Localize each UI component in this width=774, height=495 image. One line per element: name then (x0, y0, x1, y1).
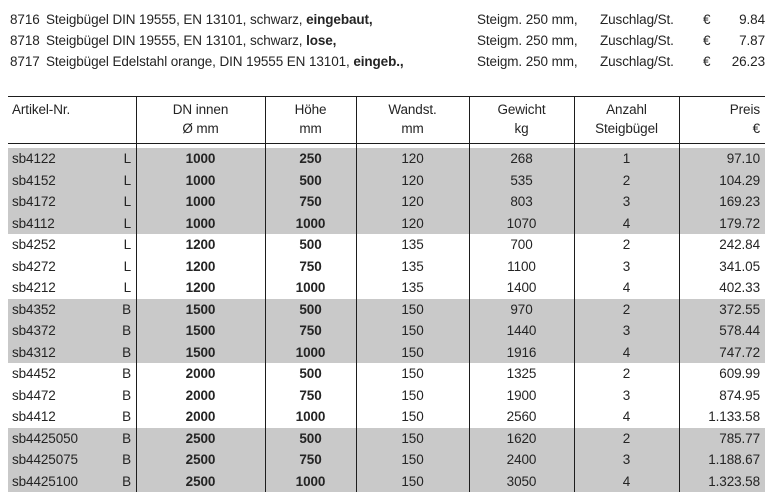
intro-price-value: 9.84 (739, 12, 765, 27)
wandst-value: 120 (401, 194, 424, 210)
gewicht-value: 2560 (506, 409, 537, 425)
gewicht-value: 1440 (506, 323, 537, 339)
dn-innen-value: 1500 (185, 301, 216, 317)
table-row (8, 320, 765, 342)
dn-innen-value: 2500 (185, 452, 216, 468)
preis-value: 402.33 (719, 280, 760, 296)
hoehe-value: 1000 (295, 280, 326, 296)
anzahl-value: 2 (622, 366, 631, 382)
dn-innen-value: 2000 (185, 366, 216, 382)
article-number: sb4272 (12, 258, 56, 274)
intro-zuschlag: Zuschlag/St. (600, 54, 674, 69)
article-cell (8, 194, 136, 209)
gewicht-value: 535 (510, 172, 533, 188)
type-letter: B (122, 366, 131, 382)
column-header-wandst: Wandst. mm (388, 102, 437, 136)
column-header-gewicht: Gewicht kg (497, 102, 546, 136)
article-number: sb4352 (12, 301, 56, 317)
hoehe-value: 500 (299, 172, 322, 188)
type-letter: L (123, 280, 131, 296)
anzahl-value: 3 (622, 323, 631, 339)
gewicht-value: 2400 (506, 452, 537, 468)
gewicht-value: 1400 (506, 280, 537, 296)
dn-innen-value: 1000 (185, 172, 216, 188)
preis-value: 747.72 (719, 344, 760, 360)
table-row (8, 213, 765, 235)
wandst-value: 150 (401, 366, 424, 382)
hoehe-value: 750 (299, 194, 322, 210)
article-cell (8, 259, 136, 274)
intro-zuschlag: Zuschlag/St. (600, 12, 674, 27)
article-number: sb4112 (12, 215, 55, 231)
anzahl-value: 3 (622, 387, 631, 403)
dn-innen-value: 1000 (185, 194, 216, 210)
column-divider (265, 96, 266, 492)
hoehe-value: 750 (299, 323, 322, 339)
article-cell (8, 388, 136, 403)
hoehe-value: 1000 (295, 473, 326, 489)
intro-description-bold: eingebaut, (306, 12, 373, 27)
anzahl-value: 2 (622, 301, 631, 317)
hoehe-value: 250 (299, 151, 322, 167)
preis-value: 97.10 (726, 151, 760, 167)
wandst-value: 120 (401, 172, 424, 188)
wandst-value: 135 (401, 237, 424, 253)
preis-value: 874.95 (719, 387, 760, 403)
intro-description: Steigbügel Edelstahl orange, DIN 19555 EN 13101, eingeb., (46, 54, 404, 69)
anzahl-value: 4 (622, 280, 631, 296)
gewicht-value: 970 (510, 301, 533, 317)
table-row (8, 277, 765, 299)
article-number: sb4212 (12, 280, 56, 296)
intro-description: Steigbügel DIN 19555, EN 13101, schwarz, lose, (46, 33, 337, 48)
table-row (8, 191, 765, 213)
gewicht-value: 268 (510, 151, 533, 167)
table-row (8, 363, 765, 385)
anzahl-value: 3 (622, 194, 631, 210)
column-header-dn-innen: DN innen Ø mm (172, 102, 229, 136)
article-number: sb4172 (12, 194, 56, 210)
currency-symbol: € (703, 33, 711, 48)
column-header-artikel: Artikel-Nr. (12, 102, 71, 117)
table-row (8, 385, 765, 407)
anzahl-value: 3 (622, 452, 631, 468)
preis-value: 1.323.58 (708, 473, 760, 489)
preis-value: 609.99 (719, 366, 760, 382)
type-letter: B (122, 430, 131, 446)
hoehe-value: 500 (299, 237, 322, 253)
type-letter: L (123, 172, 131, 188)
hoehe-value: 750 (299, 452, 322, 468)
dn-innen-value: 2500 (185, 473, 216, 489)
type-letter: B (122, 387, 131, 403)
type-letter: B (122, 301, 131, 317)
intro-steigm: Steigm. 250 mm, (477, 33, 578, 48)
table-row (8, 256, 765, 278)
article-cell (8, 151, 136, 166)
article-number: sb4425100 (12, 473, 78, 489)
dn-innen-value: 2000 (185, 409, 216, 425)
column-divider (574, 96, 575, 492)
intro-description-bold: lose, (306, 33, 337, 48)
preis-value: 785.77 (719, 430, 760, 446)
anzahl-value: 2 (622, 430, 631, 446)
anzahl-value: 4 (622, 473, 631, 489)
article-number: sb4452 (12, 366, 56, 382)
gewicht-value: 3050 (506, 473, 537, 489)
type-letter: L (123, 194, 131, 210)
dn-innen-value: 1500 (185, 344, 216, 360)
type-letter: B (122, 323, 131, 339)
price-table (8, 96, 765, 492)
type-letter: B (122, 473, 131, 489)
preis-value: 179.72 (719, 215, 760, 231)
wandst-value: 150 (401, 387, 424, 403)
article-number: sb4372 (12, 323, 56, 339)
preis-value: 341.05 (719, 258, 760, 274)
gewicht-value: 700 (510, 237, 533, 253)
column-divider (136, 96, 137, 492)
intro-line (10, 9, 765, 30)
gewicht-value: 803 (510, 194, 533, 210)
dn-innen-value: 1200 (185, 237, 216, 253)
gewicht-value: 1070 (506, 215, 537, 231)
intro-steigm: Steigm. 250 mm, (477, 54, 578, 69)
hoehe-value: 1000 (295, 344, 326, 360)
hoehe-value: 750 (299, 258, 322, 274)
preis-value: 578.44 (719, 323, 760, 339)
gewicht-value: 1100 (507, 258, 536, 274)
type-letter: B (122, 344, 131, 360)
article-cell (8, 431, 136, 446)
article-number: sb4252 (12, 237, 56, 253)
article-number: sb4472 (12, 387, 56, 403)
article-cell (8, 452, 136, 467)
currency-symbol: € (703, 12, 711, 27)
gewicht-value: 1916 (506, 344, 537, 360)
article-number: sb4425050 (12, 430, 78, 446)
type-letter: L (123, 151, 131, 167)
wandst-value: 120 (401, 151, 424, 167)
hoehe-value: 500 (299, 301, 322, 317)
anzahl-value: 4 (622, 409, 631, 425)
wandst-value: 150 (401, 473, 424, 489)
intro-description-bold: eingeb., (353, 54, 404, 69)
intro-line (10, 51, 765, 72)
preis-value: 1.188.67 (708, 452, 760, 468)
column-divider (469, 96, 470, 492)
gewicht-value: 1620 (506, 430, 537, 446)
anzahl-value: 2 (622, 172, 631, 188)
table-row (8, 234, 765, 256)
dn-innen-value: 1000 (185, 215, 216, 231)
table-body (8, 148, 765, 492)
article-cell (8, 409, 136, 424)
wandst-value: 150 (401, 301, 424, 317)
table-row (8, 471, 765, 493)
currency-symbol: € (703, 54, 711, 69)
table-row (8, 148, 765, 170)
article-number: sb4122 (12, 151, 56, 167)
hoehe-value: 500 (299, 430, 322, 446)
type-letter: B (122, 452, 131, 468)
preis-value: 1.133.58 (708, 409, 760, 425)
dn-innen-value: 1200 (185, 280, 216, 296)
intro-price-value: 26.23 (731, 54, 765, 69)
wandst-value: 150 (401, 430, 424, 446)
table-row (8, 449, 765, 471)
hoehe-value: 500 (299, 366, 322, 382)
article-number: sb4152 (12, 172, 56, 188)
article-cell (8, 345, 136, 360)
column-header-hoehe: Höhe mm (294, 102, 327, 136)
article-number: sb4425075 (12, 452, 78, 468)
article-number: sb4412 (12, 409, 56, 425)
column-divider (356, 96, 357, 492)
hoehe-value: 1000 (295, 409, 326, 425)
intro-line (10, 30, 765, 51)
intro-price-value: 7.87 (739, 33, 765, 48)
preis-value: 372.55 (719, 301, 760, 317)
intro-section (0, 0, 774, 72)
intro-article-number: 8717 (10, 54, 40, 69)
intro-description: Steigbügel DIN 19555, EN 13101, schwarz, eingebaut, (46, 12, 373, 27)
column-header-preis: Preis € (729, 102, 760, 136)
intro-article-number: 8718 (10, 33, 40, 48)
article-cell (8, 173, 136, 188)
wandst-value: 150 (401, 452, 424, 468)
article-cell (8, 216, 136, 231)
wandst-value: 150 (401, 344, 424, 360)
intro-zuschlag: Zuschlag/St. (600, 33, 674, 48)
type-letter: L (123, 215, 131, 231)
column-divider (679, 96, 680, 492)
wandst-value: 135 (401, 258, 424, 274)
table-row (8, 342, 765, 364)
table-row (8, 406, 765, 428)
article-cell (8, 474, 136, 489)
preis-value: 169.23 (719, 194, 760, 210)
hoehe-value: 1000 (295, 215, 326, 231)
table-row (8, 428, 765, 450)
dn-innen-value: 2500 (185, 430, 216, 446)
gewicht-value: 1900 (506, 387, 537, 403)
wandst-value: 150 (401, 323, 424, 339)
anzahl-value: 4 (622, 344, 631, 360)
preis-value: 104.29 (719, 172, 760, 188)
type-letter: B (122, 409, 131, 425)
intro-price (703, 33, 765, 48)
dn-innen-value: 1500 (185, 323, 216, 339)
type-letter: L (123, 258, 131, 274)
intro-price (703, 12, 765, 27)
table-header-row (8, 96, 765, 144)
wandst-value: 135 (401, 280, 424, 296)
gewicht-value: 1325 (506, 366, 537, 382)
type-letter: L (123, 237, 131, 253)
article-cell (8, 366, 136, 381)
dn-innen-value: 2000 (185, 387, 216, 403)
table-row (8, 170, 765, 192)
intro-steigm: Steigm. 250 mm, (477, 12, 578, 27)
column-header-anzahl: Anzahl Steigbügel (595, 102, 658, 136)
intro-article-number: 8716 (10, 12, 40, 27)
dn-innen-value: 1000 (185, 151, 216, 167)
anzahl-value: 3 (622, 258, 631, 274)
intro-price (703, 54, 765, 69)
dn-innen-value: 1200 (185, 258, 216, 274)
article-cell (8, 237, 136, 252)
article-cell (8, 302, 136, 317)
anzahl-value: 1 (622, 151, 631, 167)
anzahl-value: 2 (622, 237, 631, 253)
wandst-value: 150 (401, 409, 424, 425)
article-cell (8, 323, 136, 338)
wandst-value: 120 (401, 215, 424, 231)
article-number: sb4312 (12, 344, 56, 360)
article-cell (8, 280, 136, 295)
hoehe-value: 750 (299, 387, 322, 403)
preis-value: 242.84 (719, 237, 760, 253)
table-row (8, 299, 765, 321)
anzahl-value: 4 (622, 215, 631, 231)
